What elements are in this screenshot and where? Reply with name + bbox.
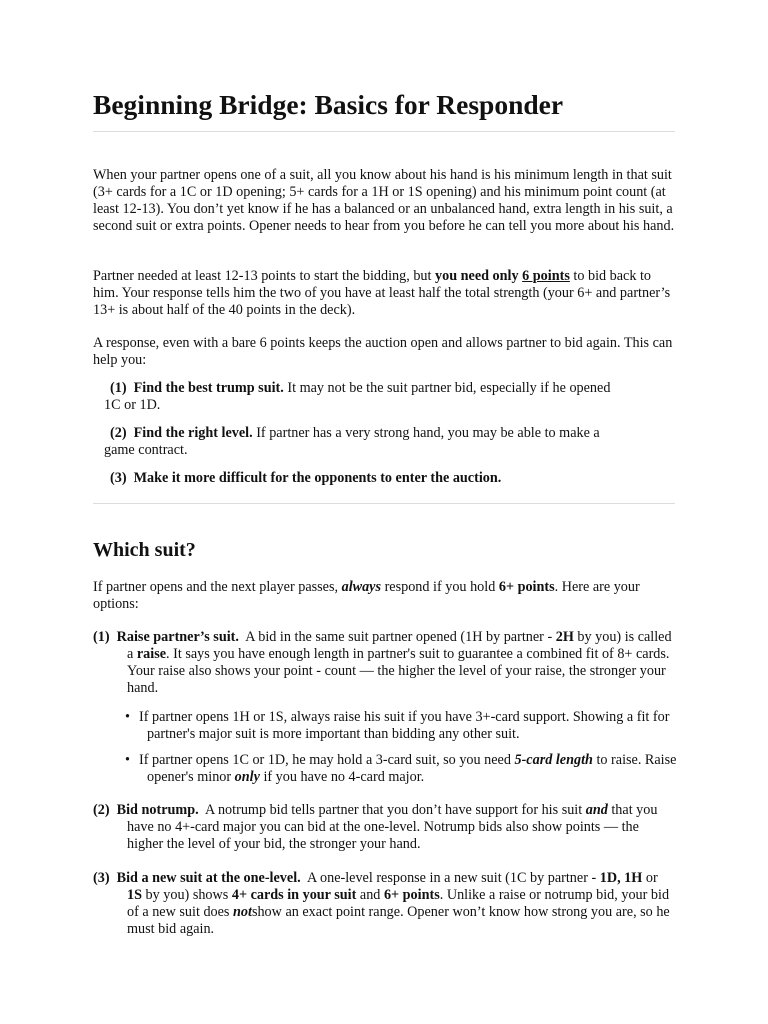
benefit-item-1: (1) Find the best trump suit. It may not be the suit partner bid, especially if he opened 1C or 1D. xyxy=(104,380,611,413)
section-divider xyxy=(93,503,675,504)
intro-paragraph-3: A response, even with a bare 6 points keeps the auction open and allows partner to bid again. This can help you: xyxy=(93,335,673,368)
intro-paragraph-1: When your partner opens one of a suit, all you know about his hand is his minimum length in that suit (3+ cards for a 1C or 1D opening; 5+ cards for a 1H or 1S opening) and his minimum point count (at least 12-13). You don’t yet know if he has a balanced or an unbalanced hand, extra length in his suit, a second suit or extra points. Opener needs to hear from you before he can tell you more about his hand. xyxy=(93,167,675,234)
bullet-minor-suit: • If partner opens 1C or 1D, he may hold a 3-card suit, so you need 5-card length to raise. Raise opener's minor only if you have no 4-card major. xyxy=(125,752,677,785)
benefit-item-3: (3) Make it more difficult for the opponents to enter the auction. xyxy=(110,470,502,486)
option-bid-notrump: (2) Bid notrump. A notrump bid tells partner that you don’t have support for his suit and that you have no 4+-card major you can bid at the one-level. Notrump bids also show points — the higher the level of your bid, the stronger your hand. xyxy=(93,802,658,852)
bullet-dot-icon: • xyxy=(125,709,130,725)
bullet-dot-icon: • xyxy=(125,752,130,768)
section-heading-which-suit: Which suit? xyxy=(93,539,196,561)
page-title: Beginning Bridge: Basics for Responder xyxy=(93,89,564,120)
intro-paragraph-2: Partner needed at least 12-13 points to start the bidding, but you need only 6 points to bid back to him. Your response tells him the two of you have at least half the total strength (your 6+ and partner’s 13+ is about half of the 40 points in the deck). xyxy=(93,268,671,318)
bullet-major-suit: • If partner opens 1H or 1S, always raise his suit if you have 3+-card support. Showing a fit for partner's major suit is more important than bidding any other suit. xyxy=(125,709,670,742)
options-lead-paragraph: If partner opens and the next player passes, always respond if you hold 6+ points. Here are your options: xyxy=(93,579,640,612)
benefit-item-2: (2) Find the right level. If partner has a very strong hand, you may be able to make a game contract. xyxy=(104,425,600,458)
title-divider xyxy=(93,131,675,132)
option-raise-partner-suit: (1) Raise partner’s suit. A bid in the same suit partner opened (1H by partner - 2H by you) is called a raise. It says you have enough length in partner's suit to guarantee a combined fit of 8+ cards. Your raise also shows your point - count — the higher the level of your raise, the stronger your hand. xyxy=(93,629,672,696)
option-new-suit-one-level: (3) Bid a new suit at the one-level. A one-level response in a new suit (1C by partner - 1D, 1H or 1S by you) shows 4+ cards in your suit and 6+ points. Unlike a raise or notrump bid, your bid of a new suit does notshow an exact point range. Opener won’t know how strong you are, so he must bid again. xyxy=(93,870,670,937)
